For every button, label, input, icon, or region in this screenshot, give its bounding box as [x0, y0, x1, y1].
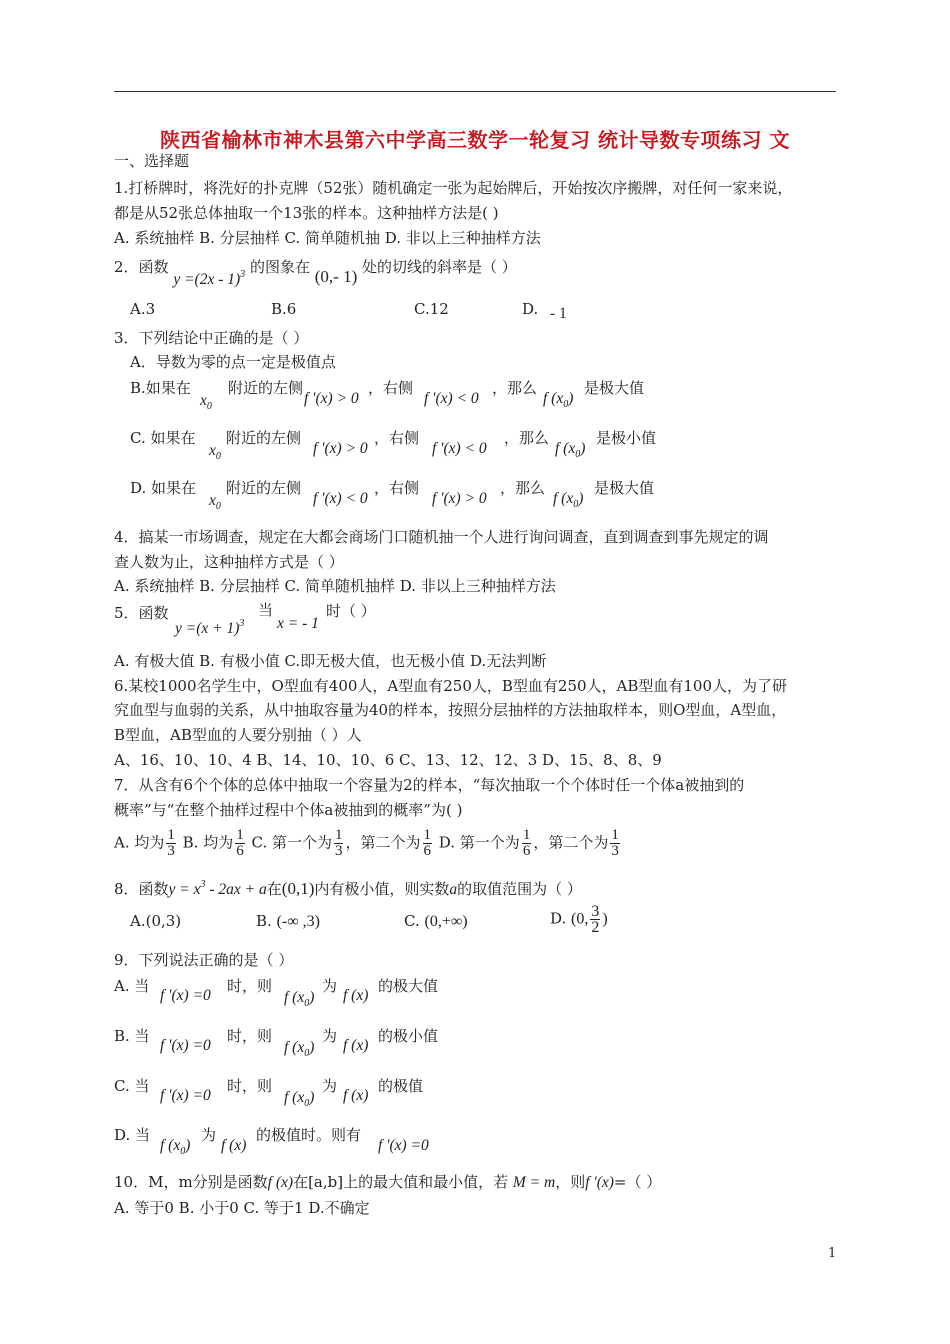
- q3-d-fx0-text: f (x: [553, 490, 574, 507]
- q3-d-fneg: f '(x) < 0: [313, 490, 368, 507]
- q1-options: A. 系统抽样 B. 分层抽样 C. 简单随机抽 D. 非以上三种抽样方法: [114, 229, 541, 247]
- q9-c-fx0-end: ): [309, 1089, 315, 1106]
- q9-c-time: 时，则: [227, 1077, 273, 1095]
- q3-c-fneg: f '(x) < 0: [432, 440, 487, 457]
- q3-b-fpos: f '(x) > 0: [304, 390, 359, 407]
- q7-c-fraction1: [334, 828, 344, 859]
- q7-d-num2: 1: [611, 827, 619, 843]
- q9-a-end: 的极大值: [378, 977, 439, 995]
- q8-b-value: (-∞ ,3): [276, 913, 320, 930]
- q9-b-prefix: B. 当: [114, 1027, 150, 1045]
- q9-a-fx0-sub: 0: [304, 998, 310, 1009]
- q4-line1: 4．搞某一市场调查，规定在大都会商场门口随机抽一个人进行询问调查，直到调查到事先规定的调: [114, 528, 769, 546]
- q10-fx: f (x): [267, 1174, 294, 1191]
- q8-func-part1: y = x: [168, 881, 201, 898]
- q5-options: A. 有极大值 B. 有极小值 C.即无极大值，也无极小值 D.无法判断: [114, 652, 547, 670]
- q9-d-fx0-sub: 0: [180, 1146, 186, 1157]
- q8-d-den: 2: [591, 919, 600, 936]
- q2-mid: 的图象在: [249, 258, 310, 276]
- q3-c-fpos: f '(x) > 0: [313, 440, 368, 457]
- q9-a-fx0: [284, 988, 314, 1014]
- q9-d-prefix: D. 当: [114, 1126, 151, 1144]
- q9-b-fx: f (x): [343, 1037, 369, 1054]
- q3-c-fx0-sub: 0: [575, 449, 581, 460]
- q7-b-fraction: [235, 828, 245, 859]
- q9-a-fx0-text: f (x: [284, 989, 305, 1006]
- q7-d-fraction1: [522, 828, 532, 859]
- q3-stem: 3．下列结论中正确的是（ ）: [114, 329, 309, 347]
- q9-a-is: 为: [322, 977, 338, 995]
- q3-d-fx0: [553, 489, 583, 515]
- q8-b-label: B.: [256, 912, 272, 930]
- q7-b-den: 6: [236, 843, 244, 859]
- q9-c-fprime: f '(x) =0: [160, 1087, 211, 1104]
- q3-c-x0: [209, 441, 221, 467]
- header-rule: [114, 91, 836, 92]
- q3-c-min: 是极小值: [596, 429, 657, 447]
- q9-d-fx: f (x): [221, 1137, 247, 1154]
- q3-c-x0-sub: 0: [215, 451, 221, 462]
- q8-option-c: [404, 911, 468, 932]
- q3-b-near: 附近的左侧: [228, 379, 304, 397]
- q10-mid: 在[a,b]上的最大值和最小值，若: [293, 1173, 509, 1191]
- q2-option-b: B.6: [271, 300, 297, 318]
- q8-func: [169, 881, 267, 898]
- q8-stem: [114, 875, 582, 900]
- q3-c-near: 附近的左侧: [226, 429, 302, 447]
- q7-line1: 7．从含有6个个体的总体中抽取一个容量为2的样本，“每次抽取一个个体时任一个体a被抽到的: [114, 776, 745, 794]
- q9-d-fx0-text: f (x: [160, 1137, 181, 1154]
- q7-line2: 概率”与“在整个抽样过程中个体a被抽到的概率”为( ): [114, 801, 463, 819]
- q9-a-fx0-end: ): [309, 989, 315, 1006]
- q3-b-fneg: f '(x) < 0: [424, 390, 479, 407]
- q3-d-near: 附近的左侧: [226, 479, 302, 497]
- q9-b-end: 的极小值: [378, 1027, 439, 1045]
- q10-then: ，则: [555, 1173, 586, 1191]
- q8-option-a: A.(0,3): [130, 912, 182, 930]
- q2-prefix: 2．函数: [114, 258, 169, 276]
- q7-d-fraction2: [610, 828, 620, 859]
- page-number: 1: [828, 1246, 837, 1261]
- q3-c-then: ，那么: [504, 429, 550, 447]
- q9-c-prefix: C. 当: [114, 1077, 150, 1095]
- q3-option-b-prefix: B.如果在: [130, 379, 191, 397]
- q6-line1: 6.某校1000名学生中，O型血有400人，A型血有250人，B型血有250人，AB型血有100人，为了研: [114, 677, 788, 695]
- q3-d-right: ，右侧: [374, 479, 420, 497]
- q6-line3: B型血，AB型血的人要分别抽（ ）人: [114, 726, 362, 744]
- q2-point: (0,- 1): [314, 267, 358, 286]
- q10-fprime: f '(x): [585, 1174, 614, 1191]
- q3-b-x0: [200, 391, 212, 417]
- q5-func-exp: 3: [239, 618, 245, 629]
- q8-d-post: ): [602, 910, 608, 928]
- q8-option-b: [256, 911, 320, 932]
- q5-cond: x = - 1: [277, 615, 319, 632]
- q7-d-den1: 6: [522, 843, 531, 859]
- q5-func-text: y =(x + 1): [175, 620, 240, 637]
- q8-d-label: D.: [550, 909, 567, 928]
- q2-option-c: C.12: [414, 300, 449, 318]
- q3-d-fx0-end: ): [578, 490, 584, 507]
- q3-c-fx0-end: ): [580, 440, 586, 457]
- q9-b-fx0-text: f (x: [284, 1039, 305, 1056]
- q9-c-fx0: [284, 1088, 314, 1114]
- q10-stem: [114, 1172, 661, 1193]
- q2-option-d-value: - 1: [550, 305, 567, 322]
- q9-d-end: 的极值时。则有: [256, 1126, 362, 1144]
- q2-func: [173, 271, 245, 288]
- q4-line2: 查人数为止，这种抽样方式是（ ）: [114, 553, 344, 571]
- q2-stem: [114, 253, 517, 288]
- q7-option-b: B. 均为: [182, 833, 234, 852]
- q7-option-c: C. 第一个为: [251, 833, 332, 852]
- q1-line2: 都是从52张总体抽取一个13张的样本。这种抽样方法是( ): [114, 204, 499, 222]
- q7-c-den1: 3: [334, 843, 343, 859]
- q8-interval: (0,1): [281, 879, 315, 898]
- q8-d-fraction: [590, 904, 600, 935]
- q7-d-num1: 1: [522, 827, 531, 843]
- q8-option-d: [550, 904, 608, 935]
- q8-prefix: 8．函数: [114, 880, 169, 898]
- q3-b-then: ，那么: [492, 379, 538, 397]
- q2-option-a: A.3: [130, 300, 156, 318]
- q7-option-d: D. 第一个为: [438, 833, 520, 852]
- q3-c-right: ，右侧: [374, 429, 420, 447]
- q9-d-fx0-end: ): [185, 1137, 191, 1154]
- q2-func-text: y =(2x - 1): [173, 271, 241, 288]
- q8-in: 在: [266, 880, 282, 898]
- q3-b-max: 是极大值: [584, 379, 645, 397]
- q9-c-end: 的极值: [378, 1077, 424, 1095]
- q7-c-num2: 1: [423, 827, 431, 843]
- q3-d-x0: [209, 491, 221, 517]
- q3-b-right: ，右侧: [368, 379, 414, 397]
- q5-prefix: 5．函数: [114, 604, 169, 622]
- q7-a-fraction: [166, 828, 176, 859]
- q5-suffix: 时（ ）: [326, 602, 376, 620]
- q7-c-den2: 6: [423, 843, 431, 859]
- q4-options: A. 系统抽样 B. 分层抽样 C. 简单随机抽样 D. 非以上三种抽样方法: [114, 577, 556, 595]
- q3-c-fx0: [555, 439, 585, 465]
- q6-line2: 究血型与血弱的关系，从中抽取容量为40的样本，按照分层抽样的方法抽取样本，则O型血，A型血，: [114, 701, 787, 719]
- page-title: 陕西省榆林市神木县第六中学高三数学一轮复习 统计导数专项练习 文: [160, 128, 790, 152]
- q3-d-fx0-sub: 0: [573, 499, 579, 510]
- q9-c-fx0-sub: 0: [304, 1098, 310, 1109]
- q9-d-fprime: f '(x) =0: [378, 1137, 429, 1154]
- q9-b-fprime: f '(x) =0: [160, 1037, 211, 1054]
- q7-a-num: 1: [167, 827, 175, 843]
- q6-options: A、16、10、10、4 B、14、10、10、6 C、13、12、12、3 D、15、8、8、9: [114, 751, 662, 769]
- q9-d-is: 为: [201, 1126, 217, 1144]
- q3-b-fx0-text: f (x: [543, 390, 564, 407]
- q10-end: =（ ）: [613, 1173, 662, 1191]
- q8-c-value: (0,+∞): [424, 913, 468, 930]
- q7-b-num: 1: [236, 827, 244, 843]
- q7-d-den2: 3: [611, 843, 619, 859]
- q3-b-fx0-end: ): [568, 390, 574, 407]
- q7-a-den: 3: [167, 843, 175, 859]
- q2-option-d: D.: [522, 300, 539, 318]
- q9-d-fx0: [160, 1136, 190, 1162]
- q3-d-x0-var: x: [209, 492, 216, 509]
- q7-option-a: A. 均为: [114, 833, 165, 852]
- q3-d-x0-sub: 0: [215, 501, 221, 512]
- q9-a-prefix: A. 当: [114, 977, 150, 995]
- q8-d-num: 3: [591, 903, 600, 920]
- q9-c-fx: f (x): [343, 1087, 369, 1104]
- q7-c-num1: 1: [334, 827, 343, 843]
- q3-option-d-prefix: D. 如果在: [130, 479, 197, 497]
- q9-a-fprime: f '(x) =0: [160, 987, 211, 1004]
- q8-mid: 内有极小值，则实数: [314, 880, 450, 898]
- q9-b-is: 为: [322, 1027, 338, 1045]
- q3-b-x0-var: x: [200, 392, 207, 409]
- q3-d-fpos: f '(x) > 0: [432, 490, 487, 507]
- q3-option-c-prefix: C. 如果在: [130, 429, 196, 447]
- q9-b-fx0-sub: 0: [304, 1048, 310, 1059]
- q8-d-pre: (0,: [571, 910, 589, 928]
- q9-b-fx0-end: ): [309, 1039, 315, 1056]
- q9-a-fx: f (x): [343, 987, 369, 1004]
- q7-options: [114, 828, 622, 859]
- q2-suffix: 处的切线的斜率是（ ）: [362, 258, 517, 276]
- q9-a-time: 时，则: [227, 977, 273, 995]
- q3-b-fx0: [543, 389, 573, 415]
- q5-when: 当: [258, 601, 274, 619]
- q3-b-fx0-sub: 0: [563, 399, 569, 410]
- q10-prefix: 10．M，m分别是函数: [114, 1173, 268, 1191]
- q5-func: [175, 614, 244, 639]
- section-heading: 一、选择题: [114, 152, 190, 170]
- q9-stem: 9．下列说法正确的是（ ）: [114, 951, 294, 969]
- q3-c-x0-var: x: [209, 442, 216, 459]
- q8-c-label: C.: [404, 912, 420, 930]
- q3-b-x0-sub: 0: [206, 401, 212, 412]
- q9-b-fx0: [284, 1038, 314, 1064]
- q9-c-is: 为: [322, 1077, 338, 1095]
- q9-c-fx0-text: f (x: [284, 1089, 305, 1106]
- q8-func-part2: - 2ax + a: [205, 881, 267, 898]
- q10-cond: M = m: [512, 1174, 556, 1191]
- q8-func-exp: 3: [200, 879, 206, 890]
- q7-c-second: ，第二个为: [345, 833, 421, 852]
- q3-d-max: 是极大值: [594, 479, 655, 497]
- q8-var: a: [449, 881, 458, 898]
- q3-d-then: ，那么: [500, 479, 546, 497]
- q3-option-a: A．导数为零的点一定是极值点: [130, 353, 336, 371]
- q7-c-fraction2: [423, 828, 433, 859]
- q1-line1: 1.打桥牌时，将洗好的扑克牌（52张）随机确定一张为起始牌后，开始按次序搬牌，对任何一家来说，: [114, 179, 793, 197]
- q2-func-exp: 3: [240, 269, 246, 280]
- q3-c-fx0-text: f (x: [555, 440, 576, 457]
- q8-suffix: 的取值范围为（ ）: [457, 880, 582, 898]
- q10-options: A. 等于0 B. 小于0 C. 等于1 D.不确定: [114, 1199, 370, 1217]
- q7-d-second: ，第二个为: [533, 833, 609, 852]
- q9-b-time: 时，则: [227, 1027, 273, 1045]
